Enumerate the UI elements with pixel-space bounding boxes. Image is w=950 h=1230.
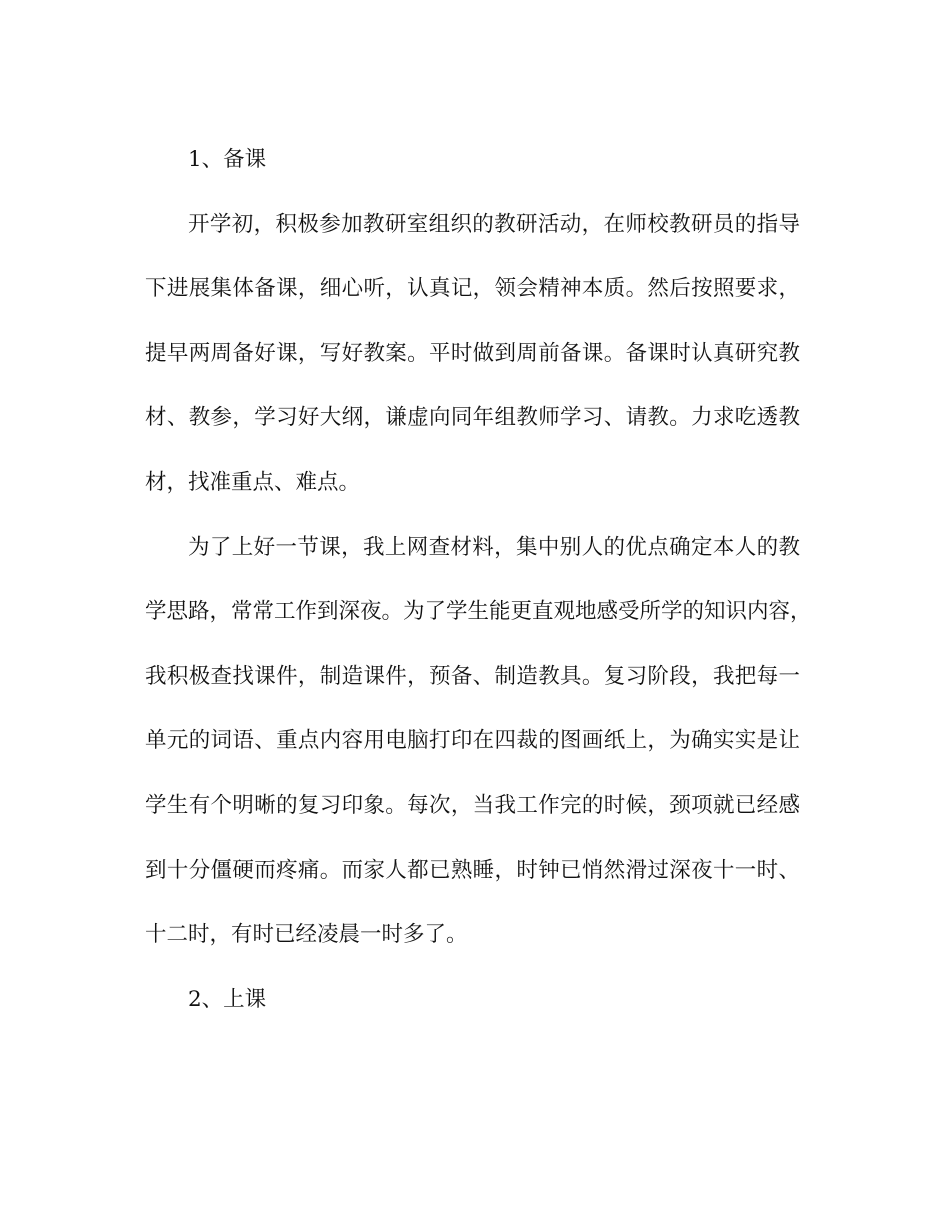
text-line: 我积极查找课件，制造课件，预备、制造教具。复习阶段，我把每一 bbox=[145, 663, 800, 689]
text-line: 为了上好一节课，我上网查材料，集中别人的优点确定本人的教 bbox=[188, 534, 800, 560]
text-line: 学生有个明晰的复习印象。每次，当我工作完的时候，颈项就已经感 bbox=[145, 792, 800, 818]
paragraph bbox=[145, 530, 812, 982]
document-page bbox=[145, 142, 812, 1046]
text-line: 开学初，积极参加教研室组织的教研活动，在师校教研员的指导 bbox=[188, 211, 800, 237]
text-line: 下进展集体备课，细心听，认真记，领会精神本质。然后按照要求， bbox=[145, 276, 800, 302]
text-line: 材，找准重点、难点。 bbox=[145, 469, 361, 495]
text-line: 材、教参，学习好大纲，谦虚向同年组教师学习、请教。力求吃透教 bbox=[145, 405, 800, 431]
paragraph bbox=[145, 207, 800, 530]
section-heading: 2、上课 bbox=[188, 986, 267, 1012]
text-line: 到十分僵硬而疼痛。而家人都已熟睡，时钟已悄然滑过深夜十一时、 bbox=[145, 857, 800, 883]
text-line: 单元的词语、重点内容用电脑打印在四裁的图画纸上，为确实实是让 bbox=[145, 728, 800, 754]
text-line: 提早两周备好课，写好教案。平时做到周前备课。备课时认真研究教 bbox=[145, 340, 800, 366]
text-line: 学思路，常常工作到深夜。为了学生能更直观地感受所学的知识内容， bbox=[145, 599, 812, 625]
section-heading: 1、备课 bbox=[188, 147, 267, 172]
text-line: 十二时，有时已经凌晨一时多了。 bbox=[145, 922, 468, 948]
